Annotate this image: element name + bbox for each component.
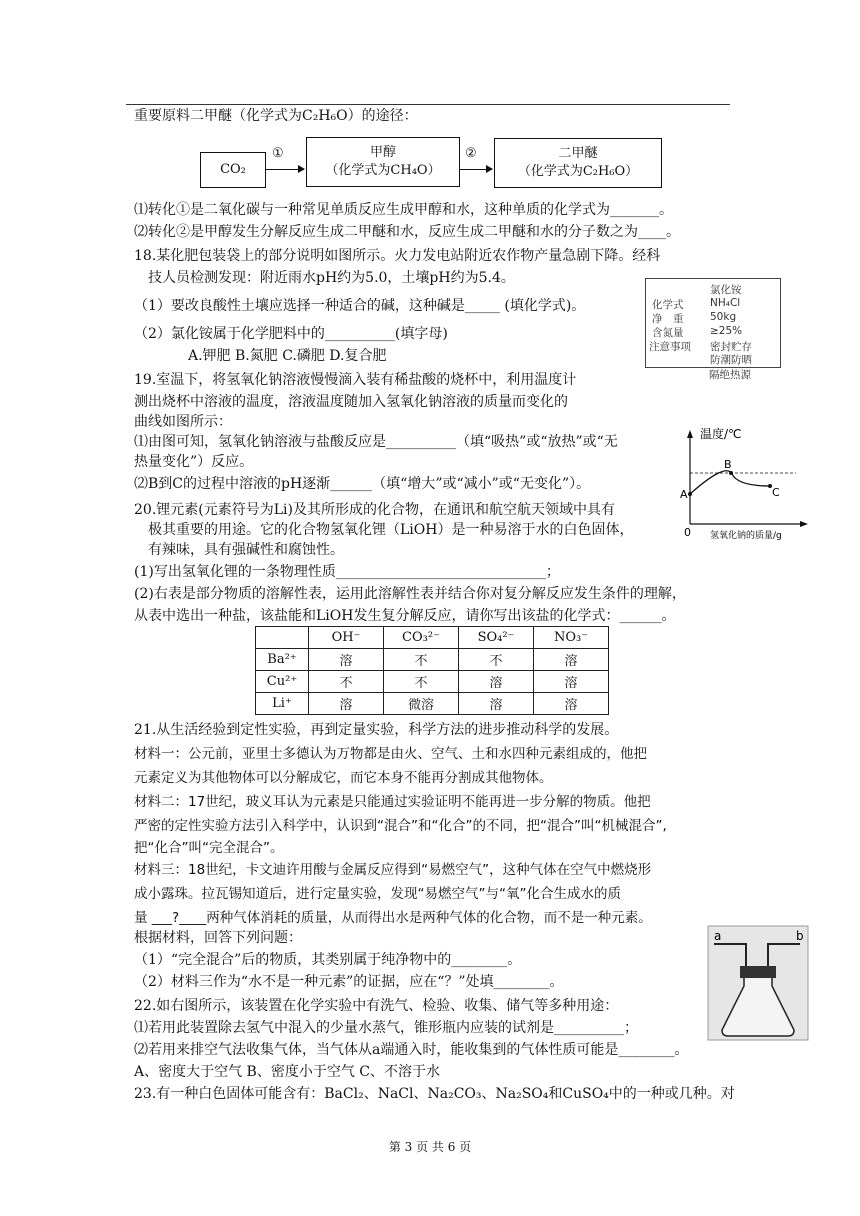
page-footer: 第 3 页 共 6 页 [388, 1140, 472, 1154]
table-cell: 溶 [309, 693, 384, 715]
intro-text: 重要原料二甲醚（化学式为C₂H₆O）的途径： [134, 108, 418, 124]
table-cell: 溶 [309, 649, 384, 671]
q21-material-2b: 严密的定性实验方法引入科学中，认识到“混合”和“化合”的不同，把“混合”叫“机械混合”, [134, 818, 667, 834]
q21-material-3a: 材料三：18世纪，卡文迪许用酸与金属反应得到“易燃空气”，这种气体在空气中燃烧形 [134, 862, 652, 878]
q21-line-1: 21.从生活经验到定性实验，再到定量实验，科学方法的进步推动科学的发展。 [134, 722, 619, 738]
q22-line-3: ⑵若用来排空气法收集气体，当气体从a端通入时，能收集到的气体性质可能是________。 [134, 1042, 689, 1058]
graph-xlabel: 氢氧化钠的质量/g [710, 531, 782, 541]
dme-formula: （化学式为C₂H₆O） [517, 164, 639, 179]
table-row [256, 671, 609, 693]
q20-line-2: 极其重要的用途。它的化合物氢氧化锂（LiOH）是一种易溶于水的白色固体， [148, 522, 634, 538]
table-cell: 不 [384, 671, 459, 693]
table-cell: 溶 [534, 693, 609, 715]
label-key-3: 含氮量 [652, 327, 684, 339]
table-cell: NO₃⁻ [534, 627, 609, 649]
table-cell: 不 [384, 649, 459, 671]
q18-line-4: （2）氯化铵属于化学肥料中的__________(填字母) [134, 326, 448, 342]
label-title: 氯化铵 [710, 284, 742, 296]
flow-arrow-1 [266, 169, 304, 170]
table-cell [256, 627, 309, 649]
q19-line-4: ⑴由图可知，氢氧化钠溶液与盐酸反应是__________（填“吸热”或“放热”或“无 [134, 434, 618, 450]
q21-material-2c: 把“化合”叫“完全混合”。 [134, 840, 284, 856]
q18-line-3: （1）要改良酸性土壤应选择一种适合的碱，这种碱是_____ (填化学式)。 [134, 298, 586, 314]
q21-prompt: 根据材料，回答下列问题： [134, 930, 302, 946]
table-cell: 溶 [459, 693, 534, 715]
table-cell: 不 [309, 671, 384, 693]
fertilizer-label [645, 278, 781, 368]
point-b [729, 471, 733, 475]
q23-line-1: 23.有一种白色固体可能含有：BaCl₂、NaCl、Na₂CO₃、Na₂SO₄和CuSO₄中的一种或几种。对 [134, 1086, 735, 1102]
q21-question-1: （1）“完全混合”后的物质，其类别属于纯净物中的________。 [134, 952, 522, 968]
label-val-1: NH₄Cl [710, 297, 741, 309]
table-row [256, 649, 609, 671]
q19-line-1: 19.室温下，将氢氧化钠溶液慢慢滴入装有稀盐酸的烧杯中，利用温度计 [134, 372, 577, 388]
q18-line-1: 18.某化肥包装袋上的部分说明如图所示。火力发电站附近农作物产量急剧下降。经科 [134, 248, 661, 264]
q19-line-2: 测出烧杯中溶液的温度，溶液温度随加入氢氧化钠溶液的质量而变化的 [134, 394, 568, 410]
q19-line-3: 曲线如图所示： [134, 414, 232, 430]
q21-material-1a: 材料一：公元前，亚里士多德认为万物都是由火、空气、土和水四种元素组成的，他把 [134, 746, 647, 762]
flow-step-1: ① [272, 146, 284, 161]
label-key-4: 注意事项 [649, 341, 691, 353]
q21-material-3b: 成小露珠。拉瓦锡知道后，进行定量实验，发现“易燃空气”与“氧”化合生成水的质 [134, 886, 621, 902]
label-val-3: ≥25% [710, 325, 743, 337]
flask-apparatus [706, 924, 812, 1042]
tube-a-label: a [714, 929, 722, 943]
graph-label-b: B [724, 458, 732, 471]
q20-line-1: 20.锂元素(元素符号为Li)及其所形成的化合物，在通讯和航空航天领域中具有 [134, 502, 615, 518]
q20-line-5: (2)右表是部分物质的溶解性表，运用此溶解性表并结合你对复分解反应发生条件的理解， [134, 586, 686, 602]
table-cell: Cu²⁺ [256, 671, 309, 693]
label-val-2: 50kg [710, 311, 737, 323]
temperature-graph [676, 424, 816, 548]
graph-label-a: A [680, 488, 688, 501]
table-cell: CO₃²⁻ [384, 627, 459, 649]
label-extra-2: 隔绝热源 [709, 369, 751, 381]
q21-question-2: （2）材料三作为“水不是一种元素”的证据，应在“？”处填________。 [134, 974, 564, 990]
q18-options: A.钾肥 B.氮肥 C.磷肥 D.复合肥 [188, 348, 387, 364]
flow-arrow-2 [460, 169, 492, 170]
x-axis-arrow [800, 521, 808, 527]
flow-step-2: ② [465, 146, 477, 161]
stopper [740, 966, 776, 978]
dme-title: 二甲醚 [558, 146, 598, 161]
q22-options: A、密度大于空气 B、密度小于空气 C、不溶于水 [134, 1064, 441, 1080]
tube-b-label: b [796, 929, 804, 943]
label-extra-1: 防潮防晒 [710, 354, 752, 366]
flow-box-co2 [200, 152, 266, 188]
table-header-row [256, 627, 609, 649]
label-key-2: 净 重 [652, 313, 684, 325]
table-cell: 溶 [534, 671, 609, 693]
table-cell: 溶 [534, 649, 609, 671]
flow-box-co2-label: CO₂ [220, 162, 246, 177]
table-cell: 不 [459, 649, 534, 671]
q17-line-2: ⑵转化②是甲醇发生分解反应生成二甲醚和水，反应生成二甲醚和水的分子数之为____。 [134, 224, 680, 240]
y-axis-arrow [687, 430, 693, 438]
methanol-title: 甲醇 [369, 145, 396, 160]
flow-box-dme [494, 138, 662, 188]
table-cell: Li⁺ [256, 693, 309, 715]
q22-line-2: ⑴若用此装置除去氢气中混入的少量水蒸气，锥形瓶内应装的试剂是__________； [134, 1020, 638, 1036]
table-cell: 微溶 [384, 693, 459, 715]
q17-line-1: ⑴转化①是二氧化碳与一种常见单质反应生成甲醇和水，这种单质的化学式为_______。 [134, 202, 673, 218]
graph-origin: 0 [684, 526, 691, 539]
q19-line-6: ⑵B到C的过程中溶液的pH逐渐______（填“增大”或“减小”或“无变化”）。 [134, 476, 591, 492]
q20-line-4: (1)写出氢氧化锂的一条物理性质______________________________； [134, 564, 560, 580]
q20-line-6: 从表中选出一种盐，该盐能和LiOH发生复分解反应，请你写出该盐的化学式：______。 [134, 608, 676, 624]
q21-material-2a: 材料二：17世纪，玻义耳认为元素是只能通过实验证明不能再进一步分解的物质。他把 [134, 794, 651, 810]
solubility-table [255, 626, 609, 715]
table-cell: OH⁻ [309, 627, 384, 649]
header-rule [126, 104, 730, 105]
q21-material-3c: 量 ___?____两种气体消耗的质量，从而得出水是两种气体的化合物，而不是一种元素。 [134, 910, 652, 926]
point-a [688, 492, 692, 496]
flow-box-methanol [306, 137, 460, 187]
q18-line-2: 技人员检测发现：附近雨水pH约为5.0，土壤pH约为5.4。 [148, 270, 515, 286]
label-key-1: 化学式 [652, 299, 684, 311]
table-cell: 溶 [459, 671, 534, 693]
label-val-4: 密封贮存 [710, 341, 752, 353]
q22-line-1: 22.如右图所示，该装置在化学实验中有洗气、检验、收集、储气等多种用途： [134, 998, 619, 1014]
graph-ylabel: 温度/℃ [700, 427, 742, 441]
table-cell: SO₄²⁻ [459, 627, 534, 649]
q20-line-3: 有辣味，具有强碱性和腐蚀性。 [148, 542, 344, 558]
table-row [256, 693, 609, 715]
q21-material-1b: 元素定义为其他物体可以分解成它，而它本身不能再分割成其他物体。 [134, 770, 553, 786]
methanol-formula: （化学式为CH₄O） [325, 163, 441, 178]
graph-label-c: C [772, 486, 780, 499]
table-cell: Ba²⁺ [256, 649, 309, 671]
q19-line-5: 热量变化”）反应。 [134, 454, 254, 470]
